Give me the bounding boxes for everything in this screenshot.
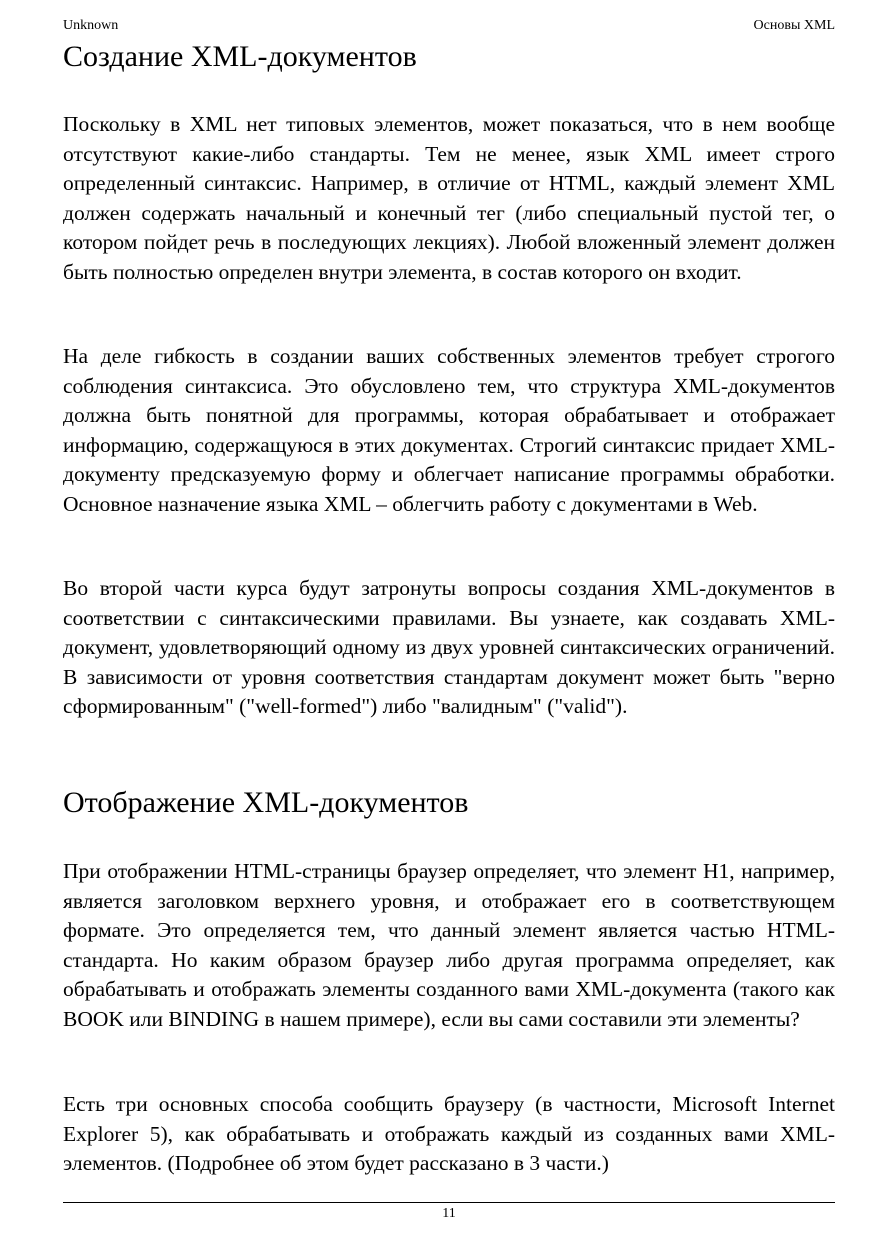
document-page	[63, 0, 835, 1241]
header-book-title: Основы XML	[753, 18, 835, 33]
section-title-creating-xml: Создание XML-документов	[63, 40, 417, 73]
header-author: Unknown	[63, 18, 119, 33]
page-number: 11	[442, 1206, 456, 1221]
paragraph: При отображении HTML-страницы браузер определяет, что элемент H1, например, является заголовком верхнего уровня, и отображает его в соответствующем формате. Это определяется тем, что данный элемент является частью HTML-стандарта. Но каким образом браузер либо другая программа определяет, как обрабатывать и отображать элементы созданного вами XML-документа (такого как BOOK или BINDING в нашем примере), если вы сами составили эти элементы?	[63, 859, 835, 1031]
paragraph: Поскольку в XML нет типовых элементов, может показаться, что в нем вообще отсутствуют какие-либо стандарты. Тем не менее, язык XML имеет строго определенный синтаксис. Например, в отличие от HTML, каждый элемент XML должен содержать начальный и конечный тег (либо специальный пустой тег, о котором пойдет речь в последующих лекциях). Любой вложенный элемент должен быть полностью определен внутри элемента, в состав которого он входит.	[63, 112, 835, 284]
running-header	[63, 17, 835, 35]
paragraph: Во второй части курса будут затронуты вопросы создания XML-документов в соответствии с синтаксическими правилами. Вы узнаете, как создавать XML-документ, удовлетворяющий одному из двух уровней синтаксических ограничений. В зависимости от уровня соответствия стандартам документ может быть "верно сформированным" ("well-formed") либо "валидным" ("valid").	[63, 576, 835, 719]
footer-divider	[63, 1202, 835, 1203]
section-title-displaying-xml: Отображение XML-документов	[63, 786, 469, 819]
paragraph: Есть три основных способа сообщить браузеру (в частности, Microsoft Internet Explorer 5), как обрабатывать и отображать каждый из созданных вами XML-элементов. (Подробнее об этом будет рассказано в 3 части.)	[63, 1092, 835, 1176]
paragraph: На деле гибкость в создании ваших собственных элементов требует строгого соблюдения синтаксиса. Это обусловлено тем, что структура XML-документов должна быть понятной для программы, которая обрабатывает и отображает информацию, содержащуюся в этих документах. Строгий синтаксис придает XML-документу предсказуемую форму и облегчает написание программы обработки. Основное назначение языка XML – облегчить работу с документами в Web.	[63, 344, 835, 516]
